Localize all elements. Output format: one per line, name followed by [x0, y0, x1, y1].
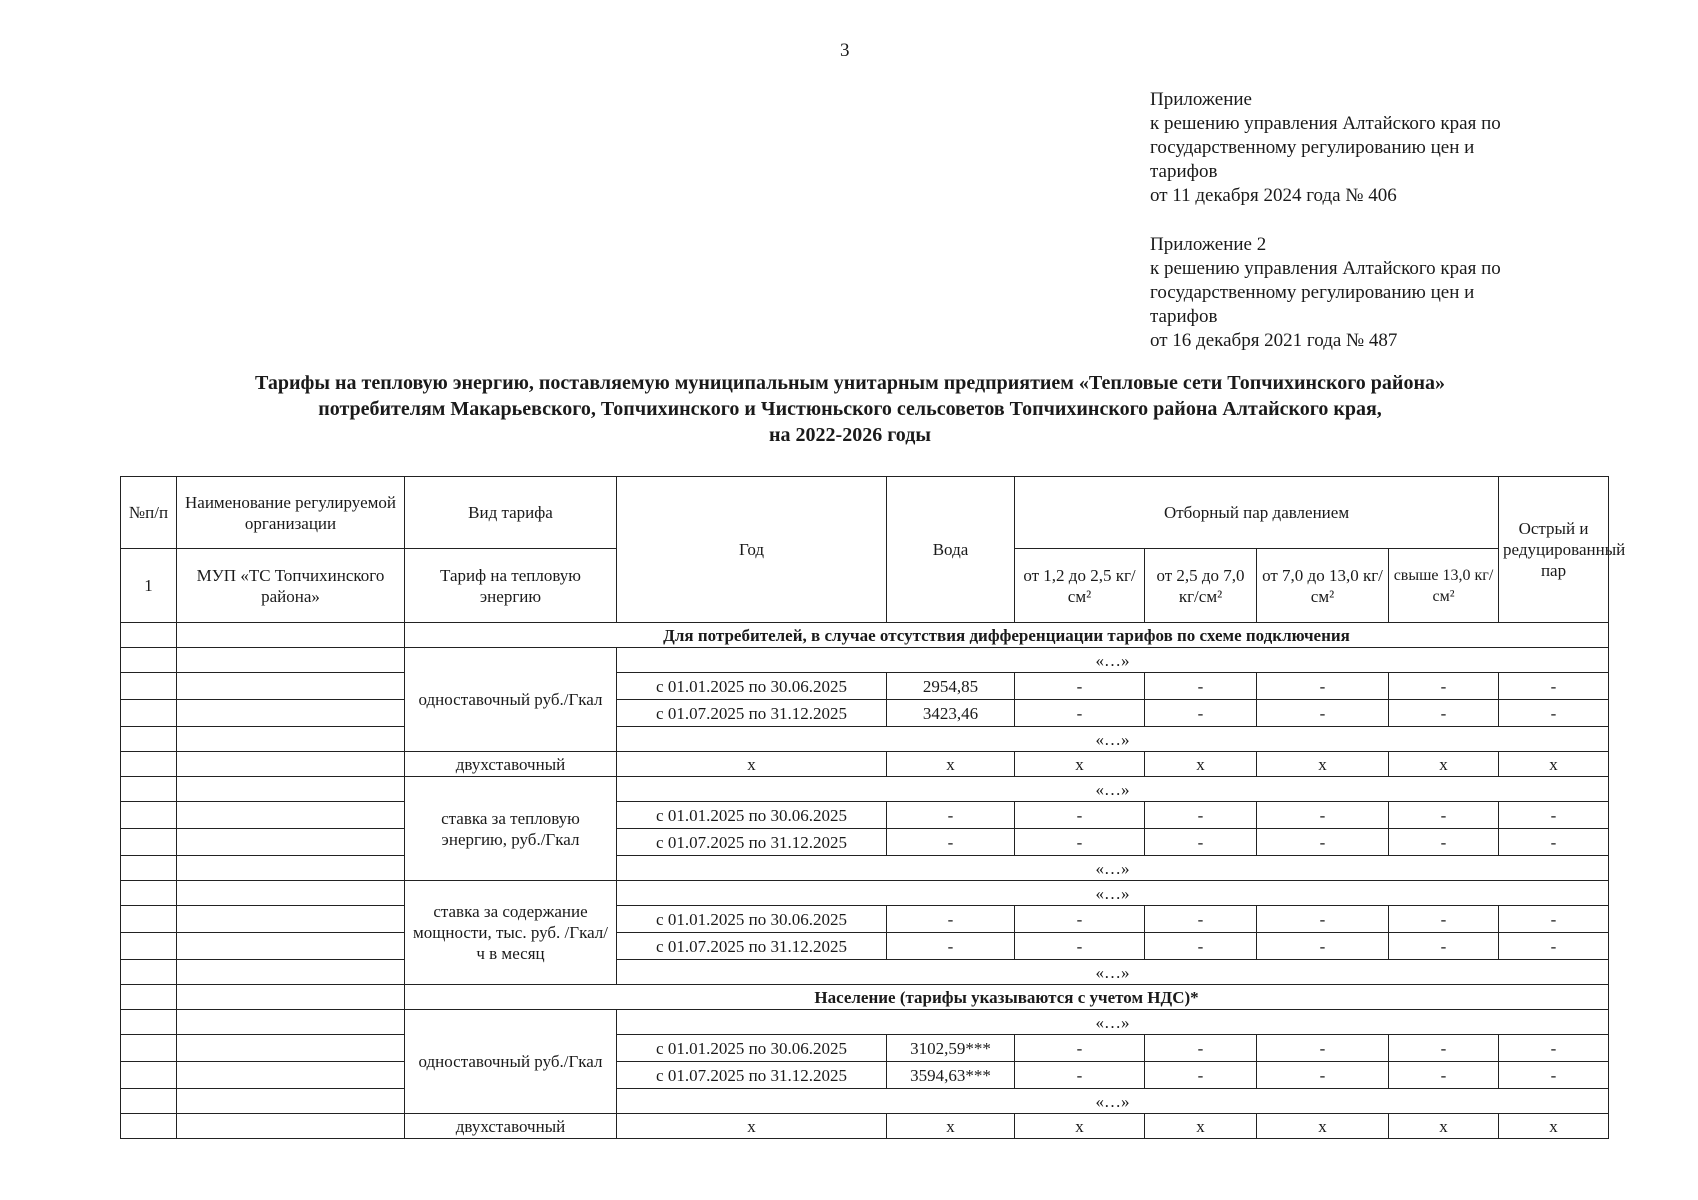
ellipsis: «…»: [617, 856, 1609, 881]
appendix-2-line: к решению управления Алтайского края по: [1150, 258, 1501, 279]
empty-cell: [121, 777, 177, 802]
x-cell: x: [1499, 752, 1609, 777]
empty-cell: [121, 1114, 177, 1139]
appendix-2-line: тарифов: [1150, 306, 1218, 327]
empty-cell: [121, 1089, 177, 1114]
dash-cell: -: [1389, 673, 1499, 700]
x-cell: x: [1389, 1114, 1499, 1139]
empty-cell: [121, 673, 177, 700]
table-row: [121, 752, 1609, 777]
empty-cell: [177, 648, 405, 673]
header-pressure-2: от 2,5 до 7,0 кг/см²: [1145, 549, 1257, 623]
dash-cell: -: [1499, 802, 1609, 829]
table-row: [121, 985, 1609, 1010]
table-row: [121, 648, 1609, 673]
x-cell: x: [1499, 1114, 1609, 1139]
empty-cell: [177, 700, 405, 727]
header-pressure-1: от 1,2 до 2,5 кг/см²: [1015, 549, 1145, 623]
header-water: Вода: [887, 477, 1015, 623]
appendix-1-line: тарифов: [1150, 161, 1218, 182]
table-row: [121, 1062, 1609, 1089]
x-cell: x: [1145, 1114, 1257, 1139]
dash-cell: -: [887, 829, 1015, 856]
dash-cell: -: [1015, 829, 1145, 856]
dash-cell: -: [1257, 802, 1389, 829]
empty-cell: [177, 906, 405, 933]
table-row: [121, 933, 1609, 960]
document-title: [100, 370, 1600, 448]
dash-cell: -: [1145, 673, 1257, 700]
ellipsis: «…»: [617, 960, 1609, 985]
empty-cell: [177, 1062, 405, 1089]
empty-cell: [121, 985, 177, 1010]
title-line: на 2022-2026 годы: [769, 424, 931, 446]
header-sharp-steam: Острый и редуцированный пар: [1499, 477, 1609, 623]
empty-cell: [177, 623, 405, 648]
period-cell: с 01.07.2025 по 31.12.2025: [617, 1062, 887, 1089]
header-steam: Отборный пар давлением: [1015, 477, 1499, 549]
header-org: Наименование регулируемой организации: [177, 477, 405, 549]
period-cell: с 01.07.2025 по 31.12.2025: [617, 933, 887, 960]
appendix-2-line: государственному регулированию цен и: [1150, 282, 1475, 303]
table-row: [121, 777, 1609, 802]
table-row: [121, 1089, 1609, 1114]
empty-cell: [121, 802, 177, 829]
table-row: [121, 623, 1609, 648]
header-num: №п/п: [121, 477, 177, 549]
dash-cell: -: [1015, 933, 1145, 960]
ellipsis: «…»: [617, 1010, 1609, 1035]
dash-cell: -: [1389, 802, 1499, 829]
dash-cell: -: [1145, 933, 1257, 960]
header-tariff-kind: Вид тарифа: [405, 477, 617, 549]
empty-cell: [121, 727, 177, 752]
value-cell: 2954,85: [887, 673, 1015, 700]
empty-cell: [177, 1114, 405, 1139]
appendix-note-1: [1150, 88, 1630, 208]
dash-cell: -: [1257, 1062, 1389, 1089]
table-row: [121, 1010, 1609, 1035]
row-number: 1: [121, 549, 177, 623]
appendix-1-line: Приложение: [1150, 89, 1252, 110]
dash-cell: -: [1257, 906, 1389, 933]
table-row: [121, 960, 1609, 985]
ellipsis: «…»: [617, 1089, 1609, 1114]
period-cell: с 01.07.2025 по 31.12.2025: [617, 700, 887, 727]
row-tariff-kind: Тариф на тепловую энергию: [405, 549, 617, 623]
x-cell: x: [1257, 752, 1389, 777]
appendix-note-2: [1150, 233, 1630, 353]
x-cell: x: [887, 752, 1015, 777]
empty-cell: [177, 1035, 405, 1062]
section-heading: Население (тарифы указываются с учетом НДС)*: [405, 985, 1609, 1010]
appendix-2-line: Приложение 2: [1150, 234, 1267, 255]
tariff-label: ставка за содержание мощности, тыс. руб. /Гкал/ч в месяц: [405, 881, 617, 985]
empty-cell: [121, 1010, 177, 1035]
x-cell: x: [887, 1114, 1015, 1139]
dash-cell: -: [1389, 1035, 1499, 1062]
empty-cell: [177, 881, 405, 906]
dash-cell: -: [1015, 1062, 1145, 1089]
table-row: [121, 906, 1609, 933]
empty-cell: [121, 933, 177, 960]
table-row: [121, 802, 1609, 829]
ellipsis: «…»: [617, 648, 1609, 673]
tariff-label: ставка за тепловую энергию, руб./Гкал: [405, 777, 617, 881]
table-row: [121, 727, 1609, 752]
x-cell: x: [1389, 752, 1499, 777]
dash-cell: -: [887, 906, 1015, 933]
empty-cell: [177, 802, 405, 829]
tariff-label: одноставочный руб./Гкал: [405, 1010, 617, 1114]
tariff-label: одноставочный руб./Гкал: [405, 648, 617, 752]
dash-cell: -: [1257, 829, 1389, 856]
dash-cell: -: [1499, 1062, 1609, 1089]
dash-cell: -: [1499, 673, 1609, 700]
empty-cell: [177, 727, 405, 752]
dash-cell: -: [1015, 673, 1145, 700]
dash-cell: -: [1015, 906, 1145, 933]
x-cell: x: [617, 1114, 887, 1139]
x-cell: x: [1145, 752, 1257, 777]
empty-cell: [177, 1010, 405, 1035]
header-pressure-4: свыше 13,0 кг/см²: [1389, 549, 1499, 623]
empty-cell: [121, 700, 177, 727]
x-cell: x: [617, 752, 887, 777]
empty-cell: [177, 960, 405, 985]
dash-cell: -: [1015, 802, 1145, 829]
dash-cell: -: [1389, 700, 1499, 727]
appendix-1-line: государственному регулированию цен и: [1150, 137, 1475, 158]
period-cell: с 01.01.2025 по 30.06.2025: [617, 1035, 887, 1062]
empty-cell: [177, 856, 405, 881]
table-row: [121, 1035, 1609, 1062]
appendix-1-line: от 11 декабря 2024 года № 406: [1150, 185, 1397, 206]
dash-cell: -: [1257, 673, 1389, 700]
dash-cell: -: [1389, 933, 1499, 960]
tariff-table: [120, 476, 1626, 1139]
ellipsis: «…»: [617, 777, 1609, 802]
empty-cell: [177, 933, 405, 960]
dash-cell: -: [887, 802, 1015, 829]
dash-cell: -: [1145, 802, 1257, 829]
dash-cell: -: [1499, 906, 1609, 933]
value-cell: 3594,63***: [887, 1062, 1015, 1089]
empty-cell: [177, 985, 405, 1010]
dash-cell: -: [1145, 700, 1257, 727]
x-cell: x: [1015, 752, 1145, 777]
empty-cell: [121, 856, 177, 881]
dash-cell: -: [1145, 829, 1257, 856]
empty-cell: [177, 1089, 405, 1114]
dash-cell: -: [1145, 906, 1257, 933]
table-row: [121, 856, 1609, 881]
value-cell: 3423,46: [887, 700, 1015, 727]
table-row: [121, 829, 1609, 856]
header-pressure-3: от 7,0 до 13,0 кг/см²: [1257, 549, 1389, 623]
section-heading: Для потребителей, в случае отсутствия дифференциации тарифов по схеме подключения: [405, 623, 1609, 648]
dash-cell: -: [1389, 906, 1499, 933]
tariff-label: двухставочный: [405, 1114, 617, 1139]
title-line: потребителям Макарьевского, Топчихинского и Чистюньского сельсоветов Топчихинского района Алтайского края,: [318, 398, 1382, 420]
dash-cell: -: [1257, 700, 1389, 727]
header-year: Год: [617, 477, 887, 623]
empty-cell: [121, 648, 177, 673]
period-cell: с 01.07.2025 по 31.12.2025: [617, 829, 887, 856]
dash-cell: -: [1499, 829, 1609, 856]
table-row: [121, 700, 1609, 727]
page-number: 3: [840, 40, 850, 61]
empty-cell: [121, 752, 177, 777]
title-line: Тарифы на тепловую энергию, поставляемую муниципальным унитарным предприятием «Тепловые сети Топчихинского района»: [255, 372, 1445, 394]
ellipsis: «…»: [617, 727, 1609, 752]
dash-cell: -: [1499, 933, 1609, 960]
table-header-row: [121, 477, 1609, 549]
dash-cell: -: [1145, 1062, 1257, 1089]
appendix-2-line: от 16 декабря 2021 года № 487: [1150, 330, 1398, 351]
dash-cell: -: [1257, 1035, 1389, 1062]
period-cell: с 01.01.2025 по 30.06.2025: [617, 673, 887, 700]
dash-cell: -: [1015, 1035, 1145, 1062]
ellipsis: «…»: [617, 881, 1609, 906]
empty-cell: [121, 881, 177, 906]
empty-cell: [121, 623, 177, 648]
table-row: [121, 881, 1609, 906]
empty-cell: [121, 960, 177, 985]
dash-cell: -: [1499, 1035, 1609, 1062]
x-cell: x: [1257, 1114, 1389, 1139]
row-org-name: МУП «ТС Топчихинского района»: [177, 549, 405, 623]
dash-cell: -: [1389, 829, 1499, 856]
empty-cell: [177, 829, 405, 856]
empty-cell: [121, 1062, 177, 1089]
empty-cell: [121, 1035, 177, 1062]
x-cell: x: [1015, 1114, 1145, 1139]
empty-cell: [121, 906, 177, 933]
dash-cell: -: [1015, 700, 1145, 727]
tariff-label: двухставочный: [405, 752, 617, 777]
appendix-1-line: к решению управления Алтайского края по: [1150, 113, 1501, 134]
period-cell: с 01.01.2025 по 30.06.2025: [617, 802, 887, 829]
table-row: [121, 1114, 1609, 1139]
value-cell: 3102,59***: [887, 1035, 1015, 1062]
empty-cell: [177, 777, 405, 802]
empty-cell: [177, 673, 405, 700]
dash-cell: -: [1145, 1035, 1257, 1062]
empty-cell: [121, 829, 177, 856]
dash-cell: -: [1499, 700, 1609, 727]
dash-cell: -: [1389, 1062, 1499, 1089]
dash-cell: -: [887, 933, 1015, 960]
table-row: [121, 673, 1609, 700]
dash-cell: -: [1257, 933, 1389, 960]
period-cell: с 01.01.2025 по 30.06.2025: [617, 906, 887, 933]
empty-cell: [177, 752, 405, 777]
